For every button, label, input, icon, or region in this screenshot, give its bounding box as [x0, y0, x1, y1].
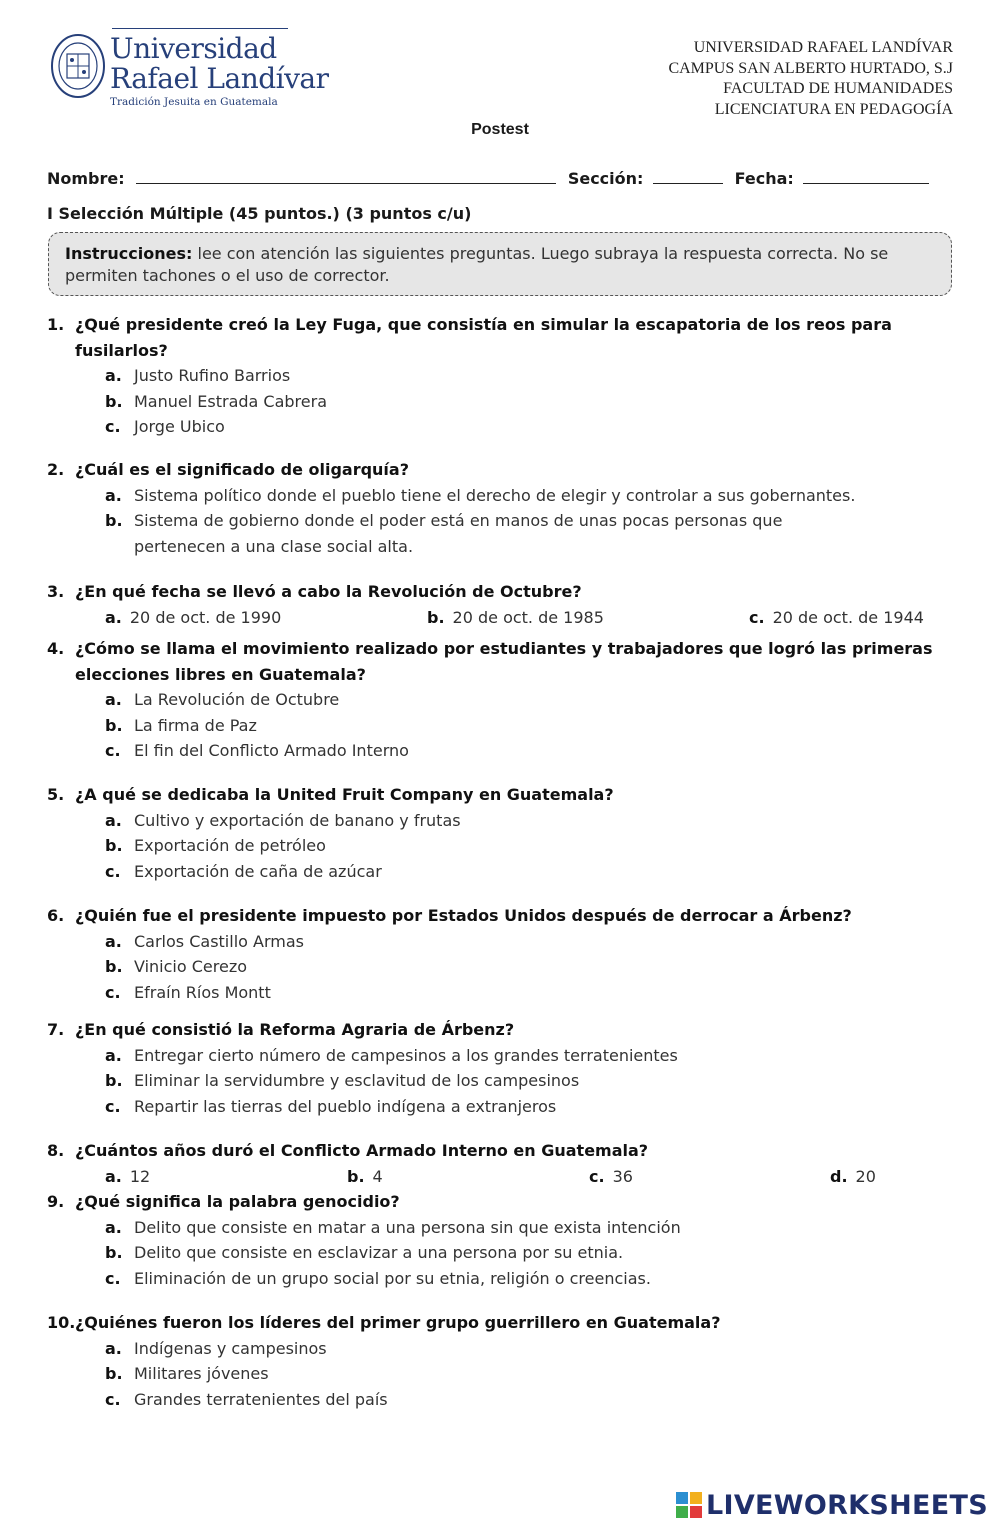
date-label: Fecha:	[734, 169, 794, 188]
question-7	[47, 1017, 947, 1119]
question-10	[47, 1310, 947, 1412]
option-c[interactable]: c. El fin del Conflicto Armado Interno	[105, 741, 409, 760]
question-text: 4. ¿Cómo se llama el movimiento realizado por estudiantes y trabajadores que logró las primeras elecciones libres en Guatemala?	[47, 636, 947, 687]
question-number: 1.	[47, 315, 65, 334]
question-text: 3. ¿En qué fecha se llevó a cabo la Revolución de Octubre?	[47, 579, 947, 605]
option-b[interactable]: b. Delito que consiste en esclavizar a una persona por su etnia.	[105, 1243, 624, 1262]
logo-line-2: Rafael Landívar	[110, 62, 329, 95]
option-a[interactable]: a. Justo Rufino Barrios	[105, 366, 291, 385]
section-label: Sección:	[567, 169, 644, 188]
logo-wordmark	[110, 28, 329, 108]
question-4	[47, 636, 947, 764]
section-field[interactable]	[653, 170, 723, 184]
option-b[interactable]: b. Militares jóvenes	[105, 1364, 269, 1383]
question-text: 2. ¿Cuál es el significado de oligarquía?	[47, 457, 947, 483]
question-number: 9.	[47, 1192, 65, 1211]
instructions-label: Instrucciones:	[65, 244, 193, 263]
option-c[interactable]: c. Repartir las tierras del pueblo indígena a extranjeros	[105, 1096, 557, 1116]
option-d[interactable]: d. 20	[830, 1166, 876, 1186]
option-b[interactable]: b. Exportación de petróleo	[105, 836, 326, 855]
option-c[interactable]: c. 20 de oct. de 1944	[749, 607, 924, 627]
name-label: Nombre:	[47, 169, 125, 188]
question-text: 10. ¿Quiénes fueron los líderes del primer grupo guerrillero en Guatemala?	[47, 1310, 947, 1336]
question-text: 9. ¿Qué significa la palabra genocidio?	[47, 1189, 947, 1215]
option-a[interactable]: a. Carlos Castillo Armas	[105, 931, 304, 951]
liveworksheets-brand[interactable]	[676, 1487, 988, 1523]
question-text: 5. ¿A qué se dedicaba la United Fruit Company en Guatemala?	[47, 782, 947, 808]
option-b[interactable]: b. Sistema de gobierno donde el poder está en manos de unas pocas personas que pertenecen a una clase social alta.	[105, 511, 783, 556]
option-b[interactable]: b. La firma de Paz	[105, 715, 257, 735]
option-a[interactable]: a. Sistema político donde el pueblo tiene el derecho de elegir y controlar a sus gobernantes.	[105, 485, 856, 505]
option-a[interactable]: a. 12	[105, 1166, 151, 1186]
option-a[interactable]: a. La Revolución de Octubre	[105, 690, 340, 709]
question-3	[47, 579, 947, 630]
option-b[interactable]: b. Manuel Estrada Cabrera	[105, 391, 327, 411]
document-title: Postest	[471, 121, 529, 138]
question-2	[47, 457, 947, 559]
option-c[interactable]: c. 36	[589, 1166, 633, 1186]
option-a[interactable]: a. Indígenas y campesinos	[105, 1338, 327, 1358]
question-6	[47, 903, 947, 1005]
question-number: 8.	[47, 1141, 65, 1160]
option-row	[47, 1164, 947, 1190]
logo-tagline: Tradición Jesuita en Guatemala	[110, 96, 278, 108]
question-9	[47, 1189, 947, 1291]
option-a[interactable]: a. Entregar cierto número de campesinos a los grandes terratenientes	[105, 1045, 678, 1065]
question-text: 7. ¿En qué consistió la Reforma Agraria de Árbenz?	[47, 1017, 947, 1043]
question-5	[47, 782, 947, 884]
option-c[interactable]: c. Eliminación de un grupo social por su etnia, religión o creencias.	[105, 1268, 651, 1288]
question-number: 7.	[47, 1020, 65, 1039]
question-number: 6.	[47, 906, 65, 925]
question-text: 1. ¿Qué presidente creó la Ley Fuga, que consistía en simular la escapatoria de los reos para fusilarlos?	[47, 312, 947, 363]
university-seal-icon	[50, 32, 106, 100]
option-a[interactable]: a. 20 de oct. de 1990	[105, 607, 282, 627]
option-c[interactable]: c. Efraín Ríos Montt	[105, 982, 271, 1002]
option-c[interactable]: c. Grandes terratenientes del país	[105, 1389, 388, 1409]
logo-line-1: Universidad	[110, 32, 277, 65]
option-row	[47, 605, 947, 631]
question-text: 8. ¿Cuántos años duró el Conflicto Armado Interno en Guatemala?	[47, 1138, 947, 1164]
option-a[interactable]: a. Cultivo y exportación de banano y frutas	[105, 810, 461, 830]
question-number: 4.	[47, 639, 65, 658]
name-field[interactable]	[136, 170, 556, 184]
option-c[interactable]: c. Exportación de caña de azúcar	[105, 861, 382, 881]
question-number: 2.	[47, 460, 65, 479]
liveworksheets-logo-icon	[676, 1492, 702, 1518]
institution-block	[668, 38, 953, 120]
option-b[interactable]: b. Vinicio Cerezo	[105, 957, 248, 976]
question-1	[47, 312, 947, 440]
institution-line: UNIVERSIDAD RAFAEL LANDÍVAR	[693, 39, 953, 56]
question-text: 6. ¿Quién fue el presidente impuesto por Estados Unidos después de derrocar a Árbenz?	[47, 903, 947, 929]
institution-line: CAMPUS SAN ALBERTO HURTADO, S.J	[668, 59, 953, 77]
brand-text: LIVEWORKSHEETS	[705, 1489, 988, 1521]
institution-line: FACULTAD DE HUMANIDADES	[723, 80, 953, 97]
question-number: 10.	[47, 1313, 76, 1332]
option-a[interactable]: a. Delito que consiste en matar a una persona sin que exista intención	[105, 1217, 681, 1237]
date-field[interactable]	[803, 170, 929, 184]
section-title: I Selección Múltiple (45 puntos.) (3 puntos c/u)	[47, 204, 472, 223]
institution-line: LICENCIATURA EN PEDAGOGÍA	[714, 100, 953, 118]
option-c[interactable]: c. Jorge Ubico	[105, 417, 225, 436]
student-fields	[47, 169, 929, 188]
question-number: 3.	[47, 582, 65, 601]
option-b[interactable]: b. 20 de oct. de 1985	[427, 607, 604, 627]
instructions-box	[48, 232, 952, 296]
option-b[interactable]: b. Eliminar la servidumbre y esclavitud de los campesinos	[105, 1071, 580, 1090]
option-b[interactable]: b. 4	[347, 1166, 383, 1186]
question-number: 5.	[47, 785, 65, 804]
instructions-text: lee con atención las siguientes preguntas. Luego subraya la respuesta correcta. No se permiten tachones o el uso de corrector.	[65, 244, 889, 285]
question-8	[47, 1138, 947, 1189]
university-logo	[50, 28, 329, 118]
